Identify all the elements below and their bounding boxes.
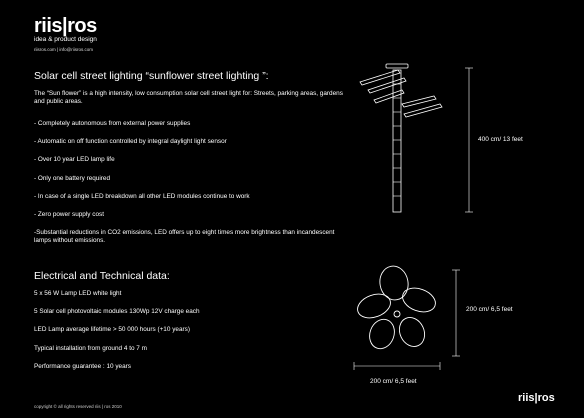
hub — [394, 311, 400, 317]
top-cap — [386, 64, 408, 68]
footer-logo: riis|ros — [518, 392, 555, 404]
spec-item: Typical installation from ground 4 to 7 m — [34, 344, 147, 352]
petal — [395, 313, 429, 350]
petal — [366, 316, 399, 352]
spec-item: 5 x 56 W Lamp LED white light — [34, 290, 122, 297]
feature-item: - Completely autonomous from external power supplies — [34, 120, 191, 127]
spec-item: 5 Solar cell photovoltaic modules 130Wp 12V charge each — [34, 308, 200, 316]
side-view-drawing — [360, 64, 442, 212]
petal — [399, 284, 438, 316]
intro-paragraph: The “Sun flower” is a high intensity, low consumption solar cell street light for: Streets, parking areas, gardens and public areas. — [34, 90, 343, 106]
feature-item: - Only one battery required — [34, 174, 111, 182]
width-dimension-line — [354, 362, 440, 370]
feature-item: - Over 10 year LED lamp life — [34, 156, 115, 164]
top-view-drawing — [354, 264, 438, 352]
panel — [374, 90, 404, 103]
width-dimension-label: 200 cm/ 6,5 feet — [370, 378, 417, 385]
copyright-text: copyright © all rights reserved riis | ros 2010 — [34, 404, 122, 409]
pole — [393, 70, 401, 212]
depth-dimension-label: 200 cm/ 6,5 feet — [466, 306, 513, 313]
petal — [377, 264, 410, 302]
feature-item: - In case of a single LED breakdown all other LED modules continue to work — [34, 192, 250, 200]
pole-segments — [393, 84, 401, 196]
feature-item: - Automatic on off function controlled by integral daylight light sensor — [34, 138, 227, 146]
logo-tagline: idea & product design — [34, 36, 97, 43]
height-dimension-line — [465, 68, 473, 212]
section-title: Electrical and Technical data: — [34, 270, 170, 282]
spec-item: Performance guarantee : 10 years — [34, 362, 131, 370]
depth-dimension-line — [452, 270, 460, 356]
height-dimension-label: 400 cm/ 13 feet — [478, 136, 523, 143]
spec-item: LED Lamp average lifetime > 50 000 hours (+10 years) — [34, 326, 190, 334]
logo-wordmark: riis|ros — [34, 15, 97, 37]
panel — [360, 70, 400, 85]
logo-contact: riisros.com | info@riisros.com — [34, 47, 93, 52]
page-title: Solar cell street lighting “sunflower street lighting ”: — [34, 70, 269, 82]
panel — [402, 96, 436, 107]
feature-item: -Substantial reductions in CO2 emissions, LED offers up to eight times more brightness than incandescent lamps without emissions. — [34, 229, 335, 245]
petal — [354, 290, 393, 322]
feature-item: - Zero power supply cost — [34, 211, 104, 219]
